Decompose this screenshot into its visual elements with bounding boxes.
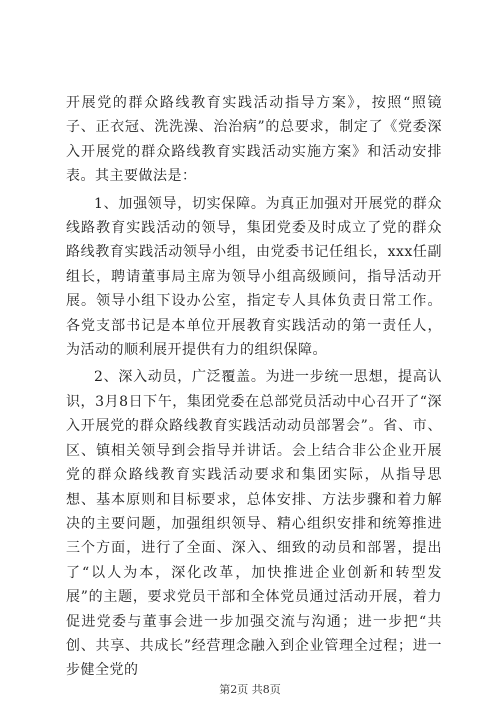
document-body [66,91,442,683]
page-number-footer: 第2页 共8页 [219,683,281,696]
paragraph-leadership: 1、加强领导，切实保障。为真正加强对开展党的群众线路教育实践活动的领导，集团党委及时成立了党的群众路线教育实践活动领导小组，由党委书记任组长，xxx任副组长，聘请董事局主席为领导小组高级顾问，指导活动开展。领导小组下设办公室，指定专人具体负责日常工作。各党支部书记是本单位开展教育实践活动的第一责任人，为活动的顺利展开提供有力的组织保障。 [66,195,442,359]
paragraph-continuation: 开展党的群众路线教育实践活动指导方案》，按照“照镜子、正衣冠、洗洗澡、治治病”的总要求，制定了《党委深入开展党的群众路线教育实践活动实施方案》和活动安排表。其主要做法是： [66,95,442,185]
paragraph-mobilization: 2、深入动员，广泛覆盖。为进一步统一思想，提高认识，3月8日下午，集团党委在总部党员活动中心召开了“深入开展党的群众路线教育实践活动动员部署会”。省、市、区、镇相关领导到会指导并讲话。会上结合非公企业开展党的群众路线教育实践活动要求和集团实际，从指导思想、基本原则和目标要求，总体安排、方法步骤和着力解决的主要问题，加强组织领导、精心组织安排和统筹推进三个方面，进行了全面、深入、细致的动员和部署，提出了“以人为本，深化改革，加快推进企业创新和转型发展”的主题，要求党员干部和全体党员通过活动开展，着力促进党委与董事会进一步加强交流与沟通；进一步把“共创、共享、共成长”经营理念融入到企业管理全过程；进一步健全党的 [66,369,442,679]
